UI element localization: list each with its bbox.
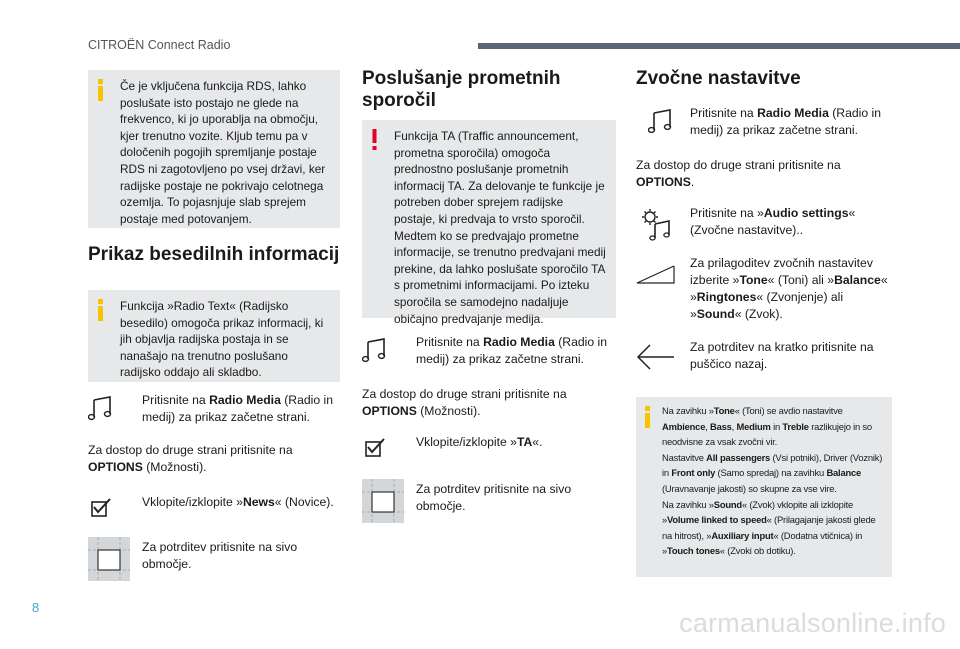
step-text: (Radio in medij) za prikaz začetne strani.	[142, 393, 334, 424]
section-heading-traffic: Poslušanje prometnih sporočil	[362, 68, 561, 111]
column-3	[636, 68, 892, 577]
note-text: « (Dodatna vtičnica) in »	[662, 529, 863, 557]
note-text: « (Prilagajanje jakosti glede na hitrost), »	[662, 514, 876, 541]
watermark[interactable]: carmanualsonline.info	[679, 608, 946, 638]
note-bold: Balance	[826, 467, 862, 479]
info-icon	[97, 79, 104, 106]
step-text: Za potrditev pritisnite na sivo območje.	[416, 482, 572, 513]
para-text: (Možnosti).	[416, 404, 481, 418]
ta-label: TA	[516, 435, 533, 449]
step-audio-settings	[636, 205, 892, 239]
note-bold: Front only	[671, 467, 716, 479]
step-text: «.	[532, 435, 543, 449]
para-text: Za dostop do druge strani pritisnite na	[362, 387, 567, 401]
grey-area-icon	[88, 537, 130, 586]
step-radio-media	[362, 334, 616, 368]
step-text: Za potrditev na kratko pritisnite na puščico nazaj.	[690, 340, 874, 371]
note-bold: Touch tones	[667, 545, 720, 557]
note-bold: Ambience	[662, 420, 706, 432]
step-confirm-grey	[362, 481, 616, 515]
warning-icon	[371, 129, 378, 156]
note-text: Nastavitve	[662, 451, 707, 463]
slider-icon	[636, 265, 676, 290]
column-1	[88, 70, 340, 573]
step-text: « (Zvok).	[734, 307, 783, 321]
music-note-icon	[648, 107, 676, 140]
news-label: News	[242, 495, 275, 509]
step-text: Za prilagoditev zvočnih nastavitev izberite »	[690, 256, 873, 287]
step-text: Pritisnite na »	[690, 206, 764, 220]
note-text: « (Zvok) vklopite ali izklopite »	[662, 498, 853, 526]
step-confirm-grey	[88, 539, 340, 573]
paragraph-options	[362, 386, 616, 420]
column-2	[362, 68, 616, 515]
step-text: Vklopite/izklopite »	[416, 435, 517, 449]
para-text: Za dostop do druge strani pritisnite na	[636, 158, 841, 172]
step-news-toggle	[88, 494, 340, 511]
info-icon	[97, 299, 104, 326]
step-text: « »	[690, 273, 888, 304]
step-text: « (Zvočne nastavitve)..	[690, 206, 856, 237]
warning-box-ta	[362, 120, 616, 326]
para-text: (Možnosti).	[142, 460, 207, 474]
header-bar	[478, 43, 960, 49]
info-text-rds: Če je vključena funkcija RDS, lahko poslušate isto postajo ne glede na frekvenco, ki jo uporablja na območju, kjer trenutno vozite. Kljub temu pa v določenih pogojih spremljanje postaje RDS ni zagotovljeno po vsej državi, ker radijske postaje ne pokrivajo celotnega ozemlja. To pojasnjuje slab sprejem postaje med potovanjem.	[120, 79, 326, 226]
step-back-arrow	[636, 339, 892, 373]
step-text: Pritisnite na	[690, 106, 758, 120]
step-text: (Radio in medij) za prikaz začetne strani.	[416, 335, 608, 366]
page-number: 8	[32, 600, 40, 615]
step-text: « (Novice).	[274, 495, 334, 509]
note-text: « (Toni) se avdio nastavitve	[734, 405, 843, 416]
running-header: CITROËN Connect Radio	[88, 38, 231, 52]
note-text: (Vsi potniki), Driver (Voznik) in	[662, 451, 883, 479]
section-heading-text-info: Prikaz besedilnih informacij	[88, 244, 340, 265]
note-bold: Tone	[713, 405, 735, 416]
note-text: ,	[705, 420, 711, 432]
sound-label: Sound	[696, 307, 735, 321]
step-adjust-sound	[636, 255, 892, 323]
step-radio-media	[88, 392, 340, 426]
step-text: Za potrditev pritisnite na sivo območje.	[142, 540, 298, 571]
note-text: ,	[731, 420, 737, 432]
info-box-radio-text	[88, 290, 340, 382]
note-text: Na zavihku »	[662, 405, 714, 416]
music-note-icon	[362, 336, 390, 369]
info-icon	[644, 406, 651, 433]
note-text: in	[770, 420, 783, 432]
note-text: (Samo spredaj) na zavihku	[715, 467, 827, 479]
step-text: « (Toni) ali »	[767, 273, 835, 287]
radio-media-label: Radio Media	[483, 335, 555, 349]
note-bold: Sound	[713, 498, 742, 510]
note-bold: Volume linked to speed	[667, 514, 767, 526]
audio-settings-icon	[640, 207, 674, 246]
note-bold: Auxiliary input	[711, 529, 774, 541]
music-note-icon	[88, 394, 116, 427]
note-bold: Bass	[710, 420, 732, 432]
step-text: « (Zvonjenje) ali »	[690, 290, 844, 321]
para-text: .	[690, 175, 695, 189]
warning-text-ta: Funkcija TA (Traffic announcement, prometna sporočila) omogoča prednostno poslušanje prometnih informacij TA. Za delovanje te funkcije je potreben dober sprejem radijske postaje, ki predvaja to vrsto sporočil. Medtem ko se predvajajo prometne informacije, se trenutno predvajani medij prekine, da lahko poslušate sporočilo TA s prometnimi informacijami. Po izteku sporočila se samodejno nadaljuje običajno predvajanje medija.	[394, 129, 606, 326]
info-box-sound-notes	[636, 397, 892, 577]
note-text: (Uravnavanje jakosti) so skupne za vse vire.	[662, 482, 837, 494]
note-text: Na zavihku »	[662, 498, 714, 510]
note-text: razlikujejo in so neodvisne za vsak zvočni vir.	[662, 420, 872, 448]
back-arrow-icon	[636, 343, 676, 376]
note-bold: All passengers	[706, 451, 771, 463]
paragraph-options	[88, 442, 340, 476]
checkbox-icon	[88, 496, 114, 525]
step-text: Vklopite/izklopite »	[142, 495, 243, 509]
checkbox-icon	[362, 436, 388, 465]
radio-media-label: Radio Media	[757, 106, 829, 120]
step-ta-toggle	[362, 434, 616, 451]
options-label: OPTIONS	[362, 404, 417, 418]
para-text: Za dostop do druge strani pritisnite na	[88, 443, 293, 457]
tone-label: Tone	[739, 273, 768, 287]
info-box-rds	[88, 70, 340, 228]
note-bold: Treble	[782, 420, 809, 432]
step-text: (Radio in medij) za prikaz začetne strani.	[690, 106, 882, 137]
grey-area-icon	[362, 479, 404, 528]
step-text: Pritisnite na	[142, 393, 210, 407]
note-bold: Medium	[736, 420, 771, 432]
step-text: Pritisnite na	[416, 335, 484, 349]
step-radio-media	[636, 105, 892, 139]
options-label: OPTIONS	[88, 460, 143, 474]
radio-media-label: Radio Media	[209, 393, 281, 407]
info-text-radio-text: Funkcija »Radio Text« (Radijsko besedilo) omogoča prikaz informacij, ki jih objavlja radijska postaja in se nanašajo na trenutno poslušano radijsko oddajo ali skladbo.	[120, 299, 324, 380]
ringtones-label: Ringtones	[696, 290, 757, 304]
audio-settings-label: Audio settings	[763, 206, 849, 220]
options-label: OPTIONS	[636, 175, 691, 189]
balance-label: Balance	[834, 273, 881, 287]
paragraph-options	[636, 157, 892, 191]
note-text: « (Zvoki ob dotiku).	[719, 545, 796, 557]
section-heading-sound: Zvočne nastavitve	[636, 68, 801, 89]
